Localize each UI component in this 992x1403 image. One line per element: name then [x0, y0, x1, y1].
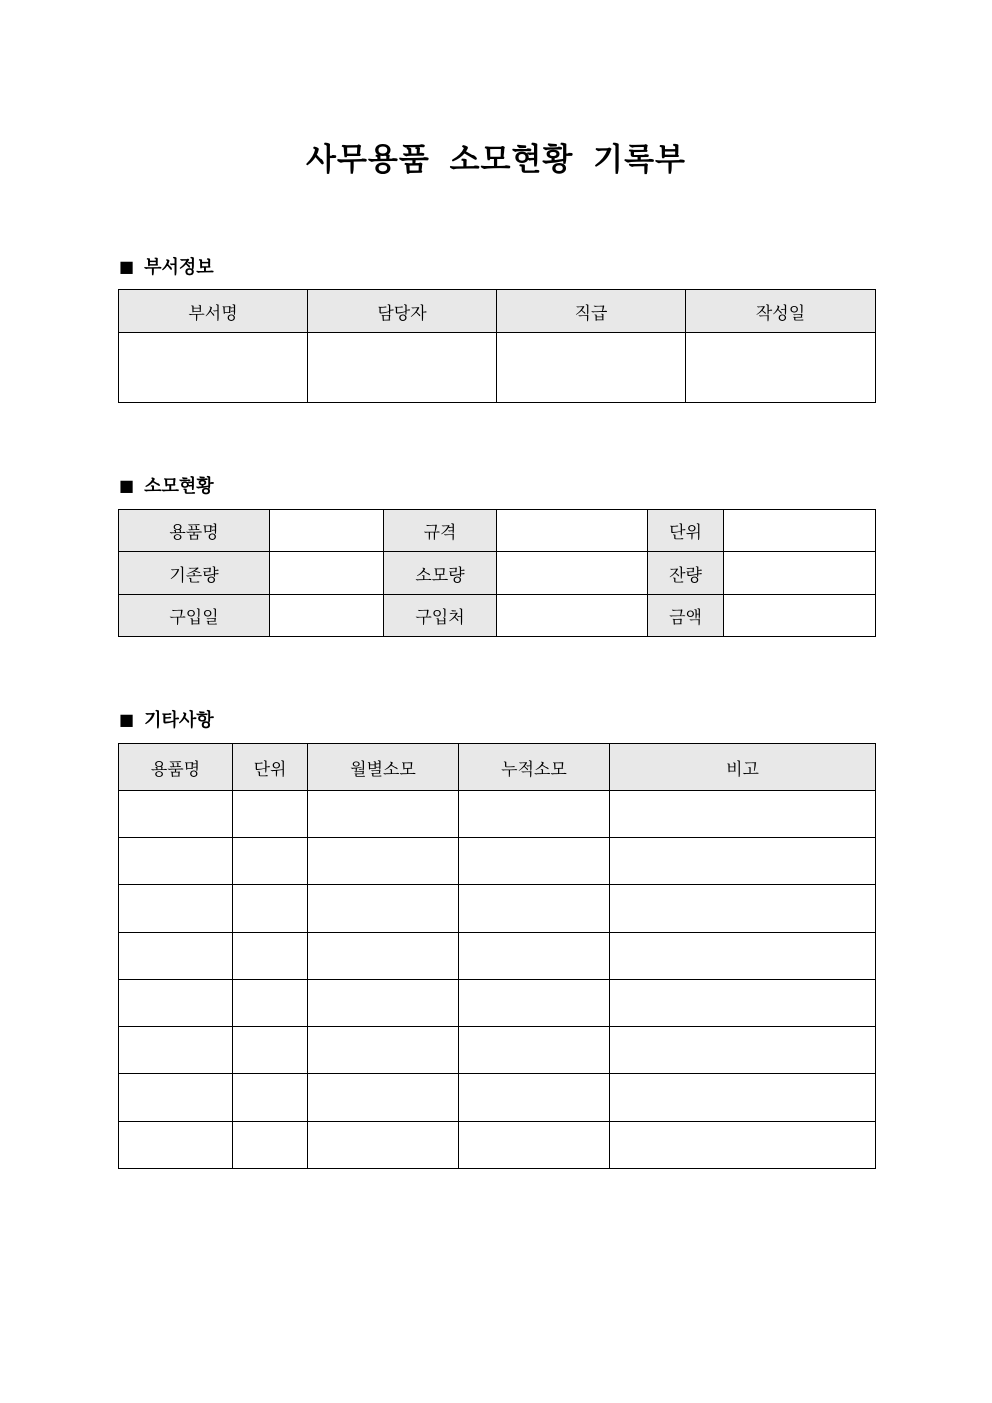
monthly-cell[interactable]: [308, 1027, 459, 1074]
table-row: [119, 1027, 876, 1074]
other-notes-header-row: [119, 744, 876, 791]
amount-field[interactable]: [724, 595, 876, 637]
header-remarks: 비고: [610, 744, 876, 791]
unit-cell[interactable]: [233, 1027, 308, 1074]
item-name-cell[interactable]: [119, 1027, 233, 1074]
section-heading-dept-info: [119, 253, 214, 279]
remarks-cell[interactable]: [610, 933, 876, 980]
unit-cell[interactable]: [233, 1074, 308, 1122]
table-row: [119, 1122, 876, 1169]
label-spec: 규격: [384, 510, 497, 552]
monthly-cell[interactable]: [308, 1122, 459, 1169]
vendor-field[interactable]: [497, 595, 648, 637]
square-bullet-icon: ■: [119, 709, 135, 729]
table-row: [119, 885, 876, 933]
header-cumulative-consumption: 누적소모: [459, 744, 610, 791]
table-row: [119, 933, 876, 980]
table-row: [119, 838, 876, 885]
remarks-cell[interactable]: [610, 980, 876, 1027]
monthly-cell[interactable]: [308, 838, 459, 885]
dept-info-table: [118, 289, 876, 403]
table-row: [119, 791, 876, 838]
date-field[interactable]: [686, 333, 876, 403]
label-amount: 금액: [648, 595, 724, 637]
remarks-cell[interactable]: [610, 791, 876, 838]
cumulative-cell[interactable]: [459, 838, 610, 885]
dept-info-value-row: [119, 333, 876, 403]
label-remaining-qty: 잔량: [648, 552, 724, 595]
unit-cell[interactable]: [233, 791, 308, 838]
unit-cell[interactable]: [233, 885, 308, 933]
header-date: 작성일: [686, 290, 876, 333]
unit-field[interactable]: [724, 510, 876, 552]
table-row: [119, 1074, 876, 1122]
monthly-cell[interactable]: [308, 933, 459, 980]
square-bullet-icon: ■: [119, 256, 135, 276]
cumulative-cell[interactable]: [459, 933, 610, 980]
other-notes-table: [118, 743, 876, 1169]
position-field[interactable]: [497, 333, 686, 403]
item-name-field[interactable]: [270, 510, 384, 552]
monthly-cell[interactable]: [308, 980, 459, 1027]
remarks-cell[interactable]: [610, 1122, 876, 1169]
monthly-cell[interactable]: [308, 885, 459, 933]
header-item-name: 용품명: [119, 744, 233, 791]
consumption-row: [119, 595, 876, 637]
unit-cell[interactable]: [233, 1122, 308, 1169]
cumulative-cell[interactable]: [459, 1122, 610, 1169]
dept-name-field[interactable]: [119, 333, 308, 403]
item-name-cell[interactable]: [119, 885, 233, 933]
item-name-cell[interactable]: [119, 1074, 233, 1122]
header-position: 직급: [497, 290, 686, 333]
label-purchase-date: 구입일: [119, 595, 270, 637]
header-manager: 담당자: [308, 290, 497, 333]
label-unit: 단위: [648, 510, 724, 552]
item-name-cell[interactable]: [119, 1122, 233, 1169]
dept-info-header-row: [119, 290, 876, 333]
remarks-cell[interactable]: [610, 1074, 876, 1122]
item-name-cell[interactable]: [119, 838, 233, 885]
spec-field[interactable]: [497, 510, 648, 552]
label-vendor: 구입처: [384, 595, 497, 637]
section-heading-other: [119, 706, 214, 732]
cumulative-cell[interactable]: [459, 791, 610, 838]
consumption-table: [118, 509, 876, 637]
remarks-cell[interactable]: [610, 1027, 876, 1074]
document-title: 사무용품 소모현황 기록부: [306, 142, 686, 178]
section-heading-label: 부서정보: [144, 257, 214, 278]
cumulative-cell[interactable]: [459, 885, 610, 933]
unit-cell[interactable]: [233, 933, 308, 980]
consumption-row: [119, 510, 876, 552]
manager-field[interactable]: [308, 333, 497, 403]
square-bullet-icon: ■: [119, 475, 135, 495]
consumption-row: [119, 552, 876, 595]
label-consumed-qty: 소모량: [384, 552, 497, 595]
section-heading-label: 기타사항: [144, 710, 214, 731]
unit-cell[interactable]: [233, 838, 308, 885]
monthly-cell[interactable]: [308, 791, 459, 838]
remarks-cell[interactable]: [610, 885, 876, 933]
header-dept-name: 부서명: [119, 290, 308, 333]
cumulative-cell[interactable]: [459, 980, 610, 1027]
cumulative-cell[interactable]: [459, 1027, 610, 1074]
item-name-cell[interactable]: [119, 791, 233, 838]
monthly-cell[interactable]: [308, 1074, 459, 1122]
existing-qty-field[interactable]: [270, 552, 384, 595]
label-item-name: 용품명: [119, 510, 270, 552]
unit-cell[interactable]: [233, 980, 308, 1027]
consumed-qty-field[interactable]: [497, 552, 648, 595]
header-unit: 단위: [233, 744, 308, 791]
table-row: [119, 980, 876, 1027]
item-name-cell[interactable]: [119, 980, 233, 1027]
item-name-cell[interactable]: [119, 933, 233, 980]
section-heading-label: 소모현황: [144, 476, 214, 497]
header-monthly-consumption: 월별소모: [308, 744, 459, 791]
remarks-cell[interactable]: [610, 838, 876, 885]
label-existing-qty: 기존량: [119, 552, 270, 595]
cumulative-cell[interactable]: [459, 1074, 610, 1122]
remaining-qty-field[interactable]: [724, 552, 876, 595]
purchase-date-field[interactable]: [270, 595, 384, 637]
section-heading-consumption: [119, 472, 214, 498]
